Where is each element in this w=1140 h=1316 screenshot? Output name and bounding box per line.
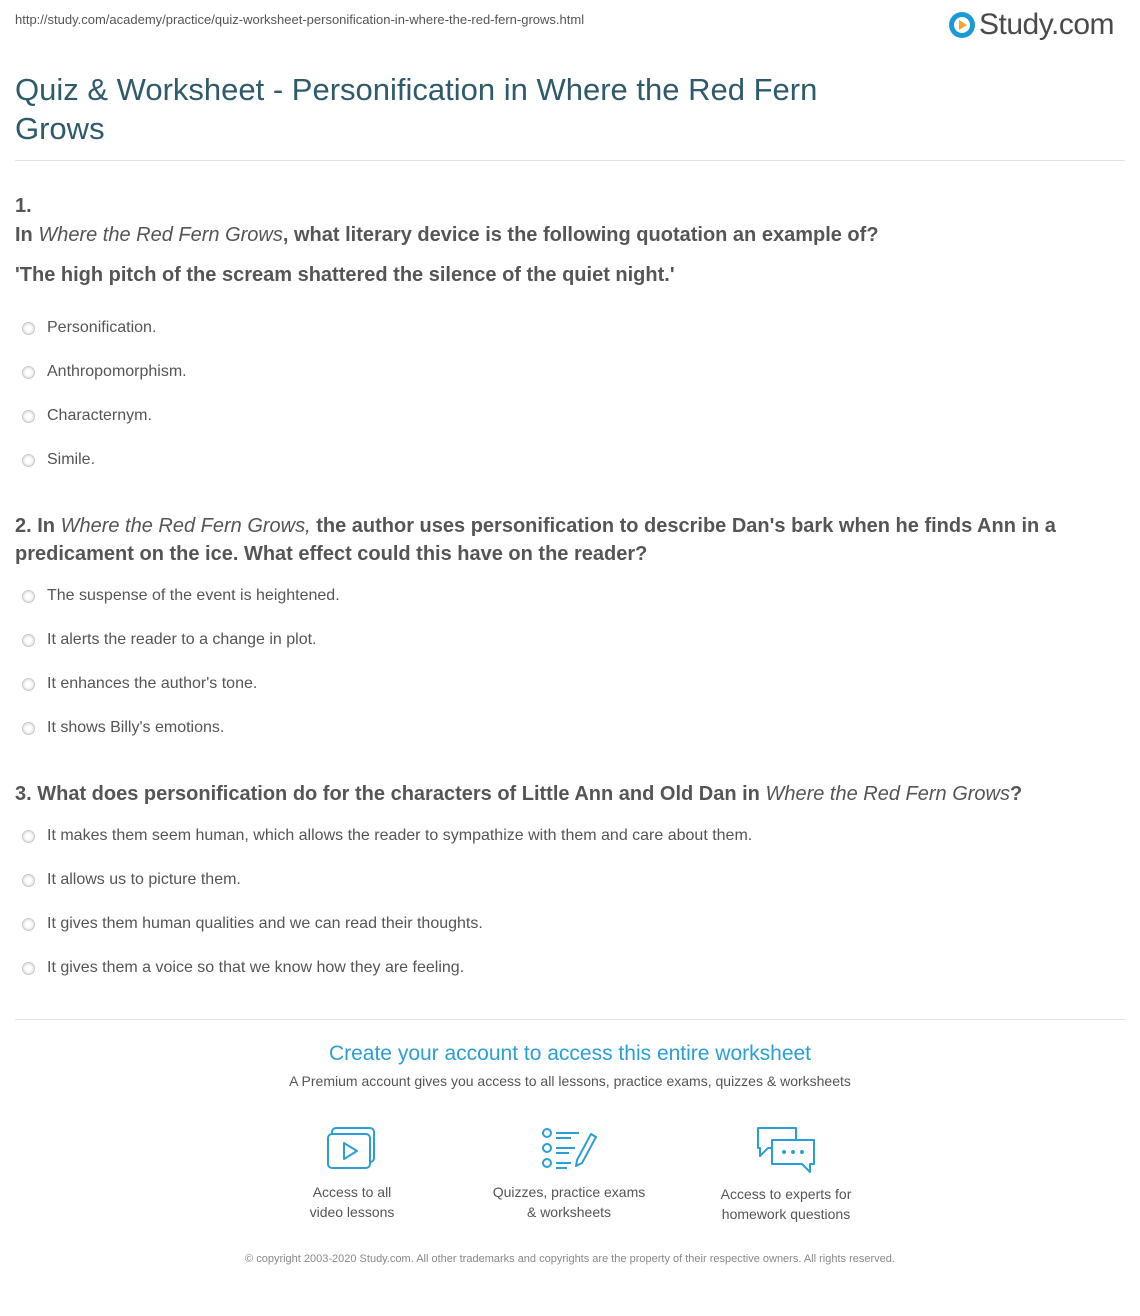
option-label: It allows us to picture them. [47, 871, 241, 888]
question-2-suffix: the author uses personification to describe Dan's bark when he finds Ann in a predicament on the ice. What effect could this have on the reader? [15, 515, 1056, 565]
question-1-book-title: Where the Red Fern Grows [38, 224, 283, 246]
q2-option-1[interactable] [22, 587, 340, 605]
question-1-quote: 'The high pitch of the scream shattered the silence of the quiet night.' [15, 264, 675, 286]
option-label: The suspense of the event is heightened. [47, 587, 340, 604]
option-label: It enhances the author's tone. [47, 675, 258, 692]
cta-divider [15, 1019, 1125, 1020]
question-2-text [15, 512, 1115, 568]
option-label: Characternym. [47, 407, 152, 424]
title-divider [15, 160, 1125, 161]
question-1-suffix: , what literary device is the following quotation an example of? [282, 224, 879, 246]
feature-label: Access to experts for homework questions [720, 1186, 852, 1222]
q2-option-4[interactable] [22, 719, 224, 737]
option-label: It alerts the reader to a change in plot. [47, 631, 317, 648]
radio-button[interactable] [22, 918, 35, 931]
radio-button[interactable] [22, 722, 35, 735]
q1-option-1[interactable] [22, 319, 156, 337]
cta-subtitle: A Premium account gives you access to all lessons, practice exams, quizzes & worksheets [289, 1073, 851, 1089]
feature-label: Quizzes, practice exams & worksheets [492, 1184, 646, 1220]
q1-option-3[interactable] [22, 407, 152, 425]
quiz-list-icon [541, 1126, 597, 1172]
logo-name: Study [978, 8, 1051, 41]
question-3-book-title: Where the Red Fern Grows [765, 783, 1010, 805]
logo-suffix: .com [1050, 8, 1114, 41]
question-2-prefix: 2. In [15, 515, 61, 537]
copyright-notice: © copyright 2003-2020 Study.com. All other trademarks and copyrights are the property of their respective owners. All rights reserved. [245, 1253, 895, 1265]
chat-experts-icon [754, 1126, 818, 1174]
option-label: It gives them a voice so that we know how they are feeling. [47, 959, 465, 976]
study-logo[interactable] [949, 8, 1114, 42]
q3-option-1[interactable] [22, 827, 752, 845]
question-2-book-title: Where the Red Fern Grows, [60, 515, 311, 537]
q3-option-3[interactable] [22, 915, 483, 933]
question-3-text [15, 780, 1115, 808]
radio-button[interactable] [22, 634, 35, 647]
option-label: Personification. [47, 319, 157, 336]
feature-label: Access to all video lessons [309, 1184, 395, 1220]
q2-option-3[interactable] [22, 675, 257, 693]
option-label: Simile. [47, 451, 96, 468]
question-3-prefix: 3. What does personification do for the characters of Little Ann and Old Dan in [15, 783, 766, 805]
logo-text [979, 8, 1114, 42]
radio-button[interactable] [22, 678, 35, 691]
option-label: It makes them seem human, which allows the reader to sympathize with them and care about them. [47, 827, 753, 844]
radio-button[interactable] [22, 874, 35, 887]
radio-button[interactable] [22, 590, 35, 603]
q3-option-4[interactable] [22, 959, 464, 977]
q1-option-4[interactable] [22, 451, 95, 469]
page-url: http://study.com/academy/practice/quiz-worksheet-personification-in-where-the-red-fern-grows.html [15, 12, 585, 27]
option-label: It gives them human qualities and we can read their thoughts. [47, 915, 483, 932]
question-1-text [15, 221, 1115, 249]
q1-option-2[interactable] [22, 363, 187, 381]
feature-video-lessons [242, 1126, 462, 1222]
option-label: It shows Billy's emotions. [47, 719, 225, 736]
question-3-suffix: ? [1009, 783, 1023, 805]
video-lessons-icon [326, 1126, 378, 1172]
study-play-icon [949, 12, 975, 38]
radio-button[interactable] [22, 322, 35, 335]
create-account-link[interactable]: Create your account to access this entire worksheet [328, 1042, 812, 1065]
page-title: Quiz & Worksheet - Personification in Where the Red Fern Grows [15, 72, 818, 146]
feature-experts [676, 1126, 896, 1224]
radio-button[interactable] [22, 830, 35, 843]
radio-button[interactable] [22, 454, 35, 467]
radio-button[interactable] [22, 962, 35, 975]
q3-option-2[interactable] [22, 871, 241, 889]
option-label: Anthropomorphism. [47, 363, 187, 380]
question-1-number: 1. [15, 195, 32, 217]
feature-quizzes [459, 1126, 679, 1222]
radio-button[interactable] [22, 366, 35, 379]
q2-option-2[interactable] [22, 631, 317, 649]
question-1-prefix: In [15, 224, 39, 246]
radio-button[interactable] [22, 410, 35, 423]
